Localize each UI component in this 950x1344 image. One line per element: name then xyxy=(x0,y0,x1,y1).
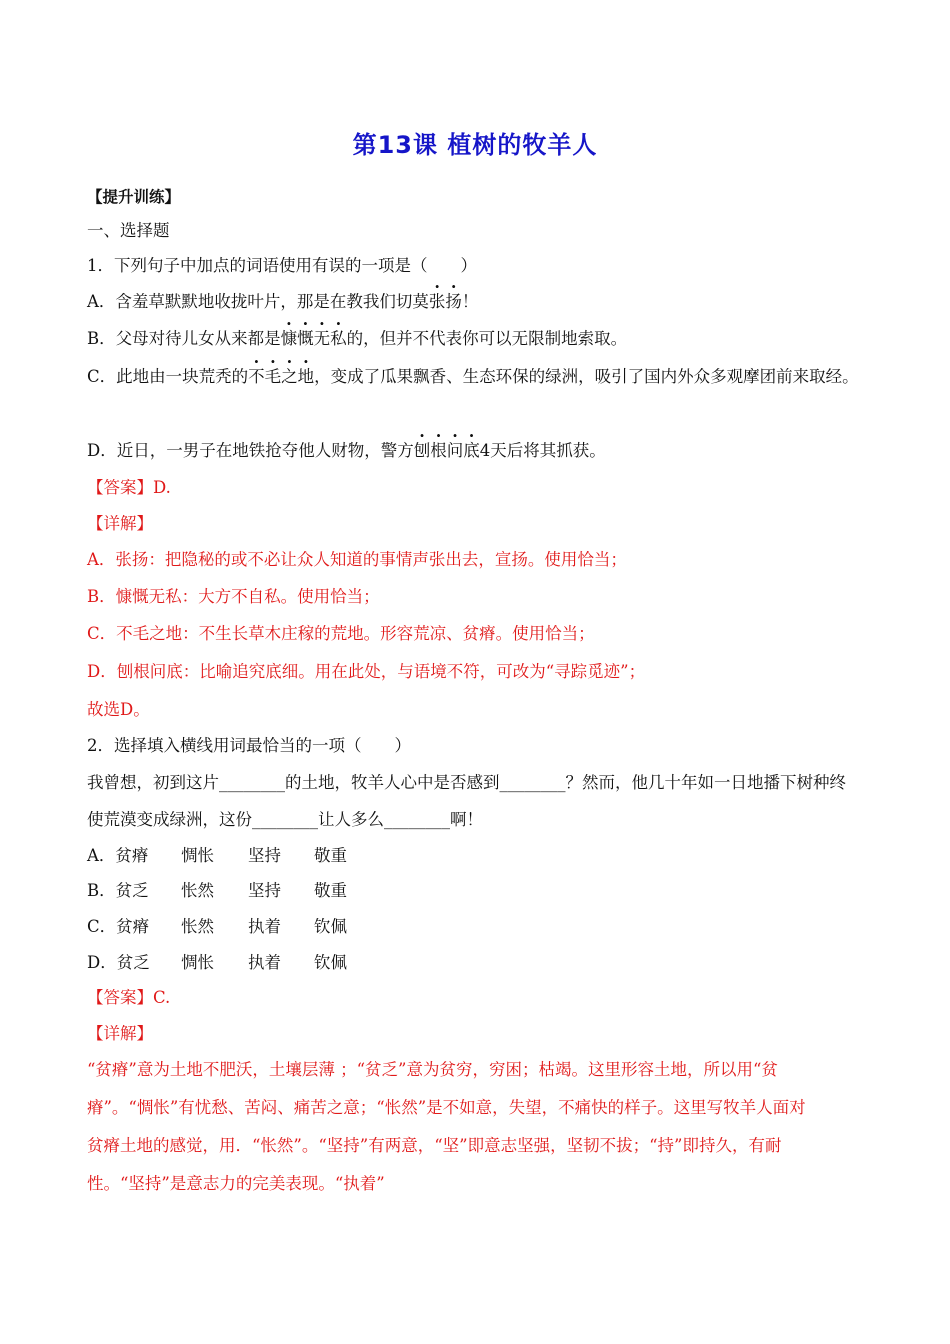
dotted-char: 底 xyxy=(463,441,480,460)
dotted-char: 问 xyxy=(446,441,464,460)
question-2-detail-label: 【详解】 xyxy=(87,1024,153,1043)
question-1-detail-line: A．张扬：把隐秘的或不必让众人知道的事情声张出去，宣扬。使用恰当； xyxy=(87,550,627,569)
dotted-char: 不 xyxy=(248,367,265,386)
dotted-char: 慨 xyxy=(297,329,314,348)
dotted-char: 扬 xyxy=(445,292,462,311)
question-1-detail-label: 【详解】 xyxy=(87,514,153,533)
dotted-char: 慷 xyxy=(280,329,298,348)
dotted-char: 根 xyxy=(430,441,447,460)
question-1-detail-line: 故选D。 xyxy=(87,700,150,719)
part-heading: 一、选择题 xyxy=(87,221,170,240)
dotted-char: 地 xyxy=(297,367,315,386)
question-1-answer: 【答案】D. xyxy=(87,478,171,497)
dotted-char: 毛 xyxy=(264,367,282,386)
question-2-text: 我曾想，初到这片________的土地，牧羊人心中是否感到________？然而，他几十年如一日地播下树种终 xyxy=(87,773,846,792)
dotted-char: 私 xyxy=(330,329,347,348)
question-2-option-c: C．贫瘠 怅然 执着 钦佩 xyxy=(87,917,347,936)
question-1-stem: 1．下列句子中加点的词语使用有误的一项是（ ） xyxy=(87,256,477,275)
question-2-option-a: A．贫瘠 惆怅 坚持 敬重 xyxy=(87,846,347,865)
question-2-detail-line: “贫瘠”意为土地不肥沃，土壤层薄 ；“贫乏”意为贫穷，穷困；枯竭。这里形容土地，所以用“贫 xyxy=(87,1060,778,1079)
question-1-option-d: D．近日，一男子在地铁抢夺他人财物，警方刨根问底4天后将其抓获。 xyxy=(87,441,606,460)
dotted-char: 之 xyxy=(281,367,298,386)
lesson-title: 第13课 植树的牧羊人 xyxy=(352,131,598,159)
dotted-char: 无 xyxy=(313,329,331,348)
question-2-text: 使荒漠变成绿洲，这份________让人多么________啊！ xyxy=(87,810,483,829)
dotted-char: 刨 xyxy=(413,441,431,460)
dotted-char: 张 xyxy=(428,292,446,311)
question-1-option-a: A．含羞草默默地收拢叶片，那是在教我们切莫张扬！ xyxy=(87,292,479,311)
section-heading: 【提升训练】 xyxy=(87,188,181,206)
question-1-detail-line: D．刨根问底：比喻追究底细。用在此处，与语境不符，可改为“寻踪觅迹”； xyxy=(87,662,646,681)
question-2-detail-line: 性。“坚持”是意志力的完美表现。“执着” xyxy=(87,1174,385,1193)
question-1-option-b: B．父母对待儿女从来都是慷慨无私的，但并不代表你可以无限制地索取。 xyxy=(87,329,628,348)
question-2-stem: 2．选择填入横线用词最恰当的一项（ ） xyxy=(87,736,411,755)
question-1-detail-line: C．不毛之地：不生长草木庄稼的荒地。形容荒凉、贫瘠。使用恰当； xyxy=(87,624,595,643)
question-1-detail-line: B．慷慨无私：大方不自私。使用恰当； xyxy=(87,587,380,606)
question-2-option-d: D．贫乏 惆怅 执着 钦佩 xyxy=(87,953,347,972)
question-2-answer: 【答案】C. xyxy=(87,988,171,1007)
question-2-option-b: B．贫乏 怅然 坚持 敬重 xyxy=(87,881,347,900)
question-2-detail-line: 瘠”。“惆怅”有忧愁、苦闷、痛苦之意；“怅然”是不如意，失望，不痛快的样子。这里写牧羊人面对 xyxy=(87,1098,806,1117)
question-1-option-c: C．此地由一块荒秃的不毛之地，变成了瓜果飘香、生态环保的绿洲，吸引了国内外众多观摩团前来取经。 xyxy=(87,367,859,386)
question-2-detail-line: 贫瘠土地的感觉，用．“怅然”。“坚持”有两意，“坚”即意志坚强，坚韧不拔；“持”即持久，有耐 xyxy=(87,1136,782,1155)
